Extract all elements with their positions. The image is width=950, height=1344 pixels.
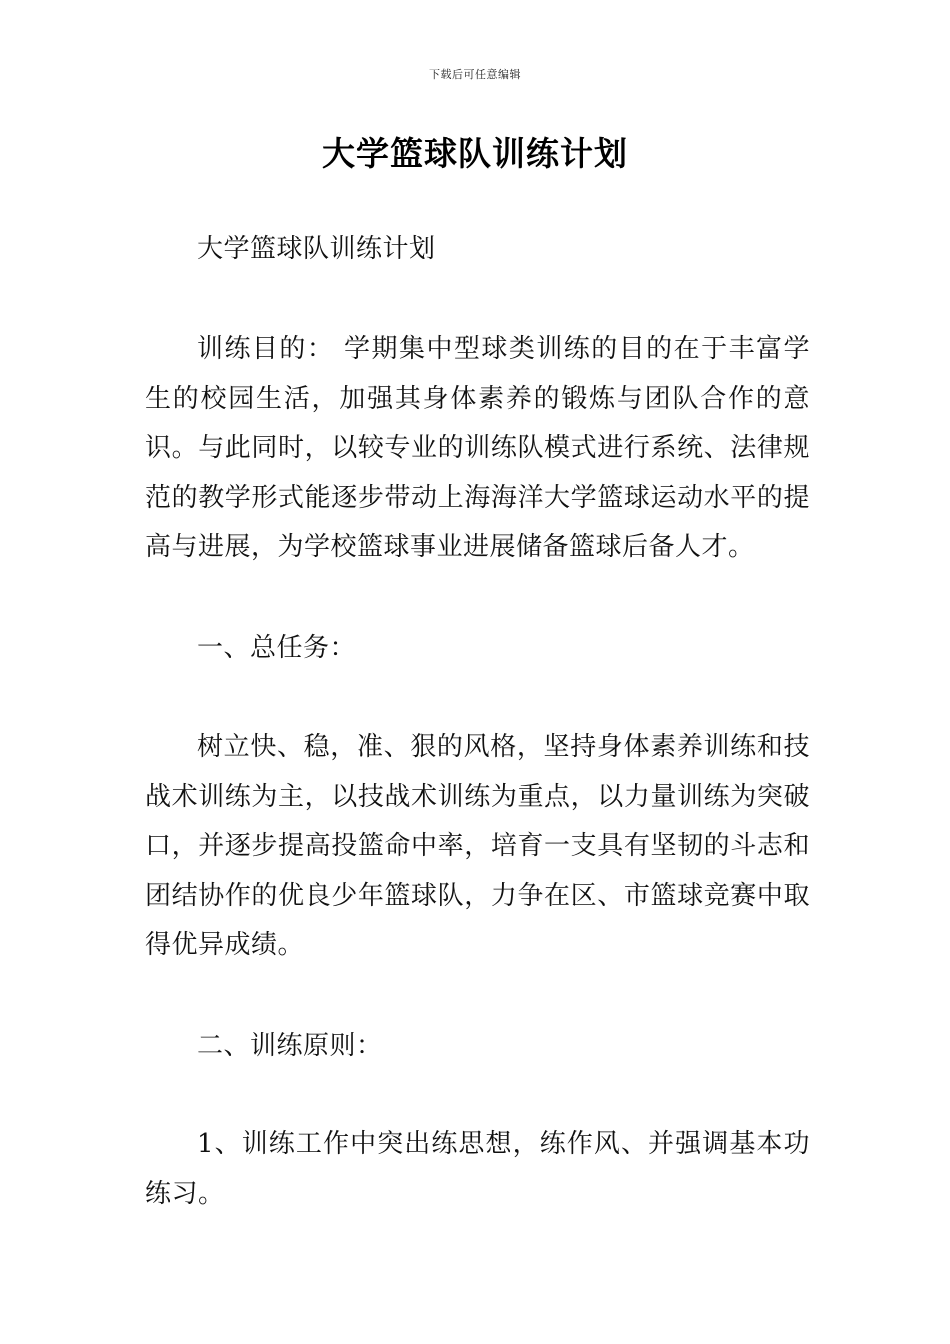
- section-2-heading: 二、训练原则：: [197, 1031, 383, 1061]
- subtitle-paragraph: 大学篮球队训练计划: [197, 234, 436, 264]
- document-title: 大学篮球队训练计划: [322, 134, 628, 173]
- header-note: 下载后可任意编辑: [429, 68, 521, 81]
- section-1-body: 树立快、稳，准、狠的风格，坚持身体素养训练和技战术训练为主，以技战术训练为重点，以力量训练为突破口，并逐步提高投篮命中率，培育一支具有坚韧的斗志和团结协作的优良少年篮球队，力争在区、市篮球竞赛中取得优异成绩。: [145, 732, 810, 960]
- purpose-paragraph: 训练目的： 学期集中型球类训练的目的在于丰富学生的校园生活，加强其身体素养的锻炼与团队合作的意识。与此同时，以较专业的训练队模式进行系统、法律规范的教学形式能逐步带动上海海洋大学篮球运动水平的提高与进展，为学校篮球事业进展储备篮球后备人才。: [145, 334, 810, 562]
- principle-1-paragraph: 1、训练工作中突出练思想，练作风、并强调基本功练习。: [145, 1129, 810, 1209]
- section-1-heading: 一、总任务：: [197, 633, 357, 663]
